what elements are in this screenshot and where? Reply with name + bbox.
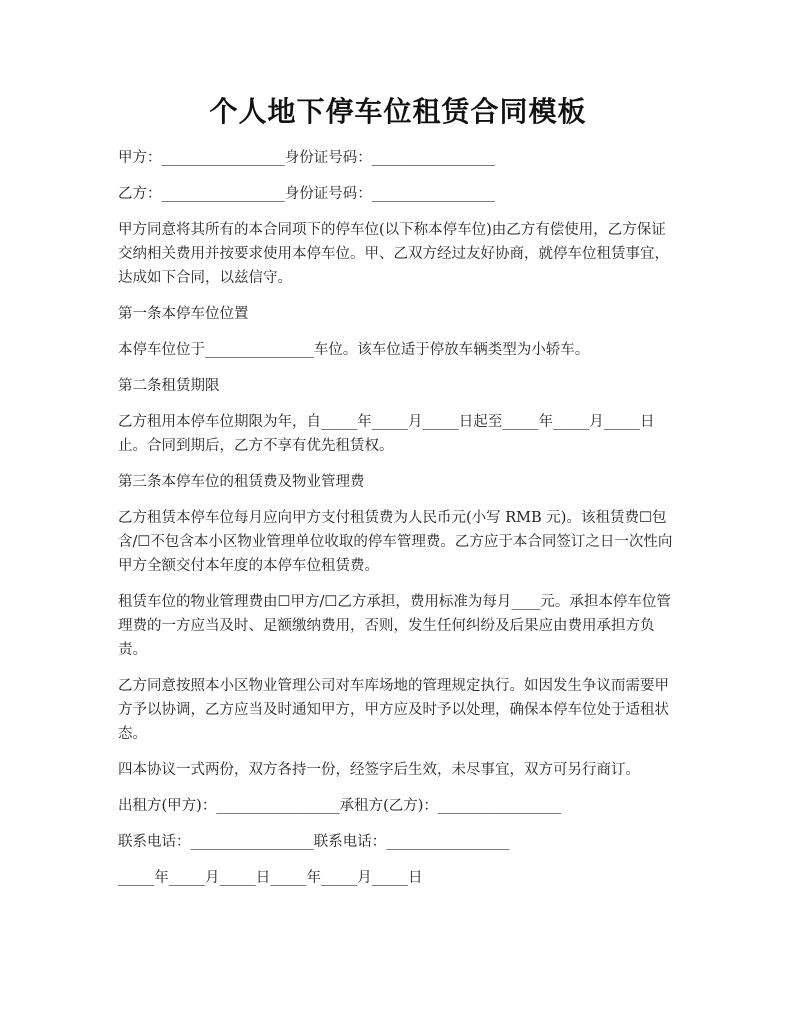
party-b-line: 乙方：_________________身份证号码：_________________ [118,186,495,202]
signature-parties-line: 出租方(甲方)：_________________承租方(乙方)：_________________ [118,798,562,814]
document-body [118,146,678,890]
clause-3-management-fee-text: 租赁车位的物业管理费由☐甲方/☐乙方承担，费用标准为每月____元。承担本停车位管理费的一方应当及时、足额缴纳费用，否则，发生任何纠纷及后果应由费用承担方负责。 [118,594,671,658]
document-title: 个人地下停车位租赁合同模板 [209,95,587,128]
clause-3-rent-text: 乙方租赁本停车位每月应向甲方支付租赁费为人民币元(小写 RMB 元)。该租赁费☐包含/☐不包含本小区物业管理单位收取的停车管理费。乙方应于本合同签订之日一次性向甲方全额交付本年度的本停车位租赁费。 [118,510,673,574]
management-rules-text: 乙方同意按照本小区物业管理公司对车库场地的管理规定执行。如因发生争议而需要甲方予以协调，乙方应当及时通知甲方，甲方应及时予以处理，确保本停车位处于适租状态。 [118,678,669,742]
intro-paragraph: 甲方同意将其所有的本合同项下的停车位(以下称本停车位)由乙方有偿使用，乙方保证交纳相关费用并按要求使用本停车位。甲、乙双方经过友好协商，就停车位租赁事宜，达成如下合同，以兹信守。 [118,222,669,286]
contact-phones-line: 联系电话：_________________联系电话：_________________ [118,834,510,850]
clause-1-text: 本停车位位于_______________车位。该车位适于停放车辆类型为小轿车。 [118,342,590,358]
clause-1-heading: 第一条本停车位位置 [118,306,249,322]
copies-clause-text: 四本协议一式两份，双方各持一份，经签字后生效，未尽事宜，双方可另行商订。 [118,762,640,778]
clause-3-heading: 第三条本停车位的租赁费及物业管理费 [118,474,365,490]
clause-2-text: 乙方租用本停车位期限为年，自_____年_____月_____日起至_____年_____月_____日止。合同到期后，乙方不享有优先租赁权。 [118,414,655,454]
date-line: _____年_____月_____日_____年_____月_____日 [118,870,423,886]
clause-2-heading: 第二条租赁期限 [118,378,220,394]
party-a-line: 甲方：_________________身份证号码：_________________ [118,150,495,166]
